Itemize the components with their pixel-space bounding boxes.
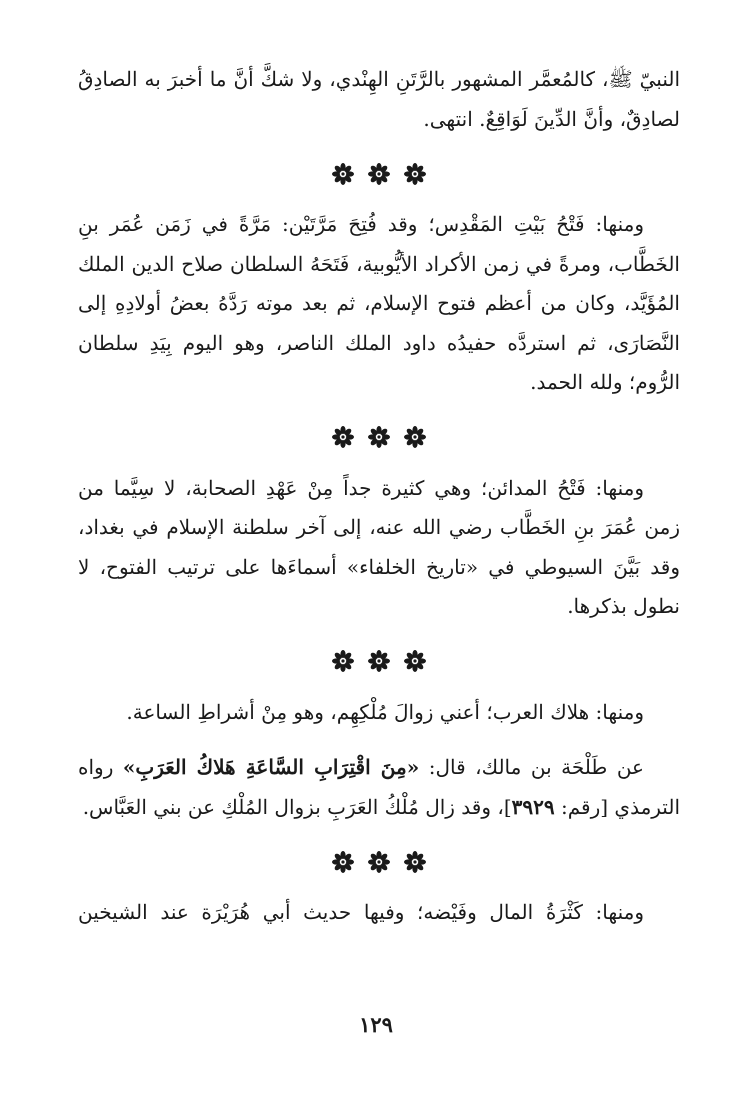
hadith-narrator: عن طَلْحَة بن مالك، قال: [419,755,644,779]
flower-ornament-icon [368,163,390,185]
hadith-comment: ]، وقد زال مُلْكُ العَرَبِ بزوال المُلْكِ عن بني العَبَّاس. [82,794,512,819]
paragraph-hadith [78,748,680,827]
section-divider [78,841,680,869]
paragraph-arabs: ومنها: هلاك العرب؛ أعني زوالَ مُلْكِهِم، وهو مِنْ أشراطِ الساعة. [126,699,644,724]
paragraph-cities: ومنها: فَتْحُ المدائن؛ وهي كثيرة جداً مِنْ عَهْدِ الصحابة، لا سِيَّما من زمن عُمَرَ بنِ الخَطَّاب رضي الله عنه، إلى آخر سلطنة الإسلام في بغداد، وقد بَيَّنَ السيوطي في «تاريخ الخلفاء» أسماءَها على ترتيب الفتوح، لا نطول بذكرها. [78,475,680,618]
paragraph-wealth: ومنها: كَثْرَةُ المال وفَيْضه؛ وفيها حديث أبي هُرَيْرَة عند الشيخين [78,900,644,924]
flower-ornament-icon [332,163,354,185]
flower-ornament-icon [368,650,390,672]
flower-ornament-icon [404,426,426,448]
paragraph-jerusalem: ومنها: فَتْحُ بَيْتِ المَقْدِس؛ وقد فُتِحَ مَرَّتَيْن: مَرَّةً في زَمَن عُمَر بنِ الخَطَّاب، ومرةً في زمن الأكراد الأيُّوبية، فَتَحَهُ السلطان صلاح الدين الملك المُؤَيَّد، وكان من أعظم فتوح الإسلام، ثم بعد موته رَدَّهُ بعضُ أولادِهِ إلى النَّصَارَى، ثم استردَّه حفيدُه داود الملك الناصر، وهو اليوم بِيَدِ سلطان الرُّوم؛ ولله الحمد. [78,212,680,394]
hadith-number: ٣٩٢٩ [511,794,555,819]
flower-ornament-icon [404,650,426,672]
hadith-source: رواه الترمذي [رقم: [78,755,680,819]
flower-ornament-icon [404,163,426,185]
hadith-quote: «مِنَ اقْتِرَابِ السَّاعَةِ هَلاكُ العَرَبِ» [122,755,420,779]
section-divider [78,153,680,181]
section-divider [78,417,680,445]
page-body [78,60,680,933]
flower-ornament-icon [368,426,390,448]
flower-ornament-icon [332,851,354,873]
flower-ornament-icon [368,851,390,873]
paragraph-gap [78,732,680,748]
paragraph-prophet-ratan: النبيّ ﷺ، كالمُعمَّر المشهور بالرَّتَنِ الهِنْدي، ولا شكَّ أنَّ ما أخبرَ به الصادِقُ لصادِقٌ، وأنَّ الدِّينَ لَوَاقِعٌ. انتهى. [78,67,680,131]
page-number: ١٢٩ [359,1012,393,1037]
flower-ornament-icon [404,851,426,873]
flower-ornament-icon [332,426,354,448]
section-divider [78,641,680,669]
flower-ornament-icon [332,650,354,672]
